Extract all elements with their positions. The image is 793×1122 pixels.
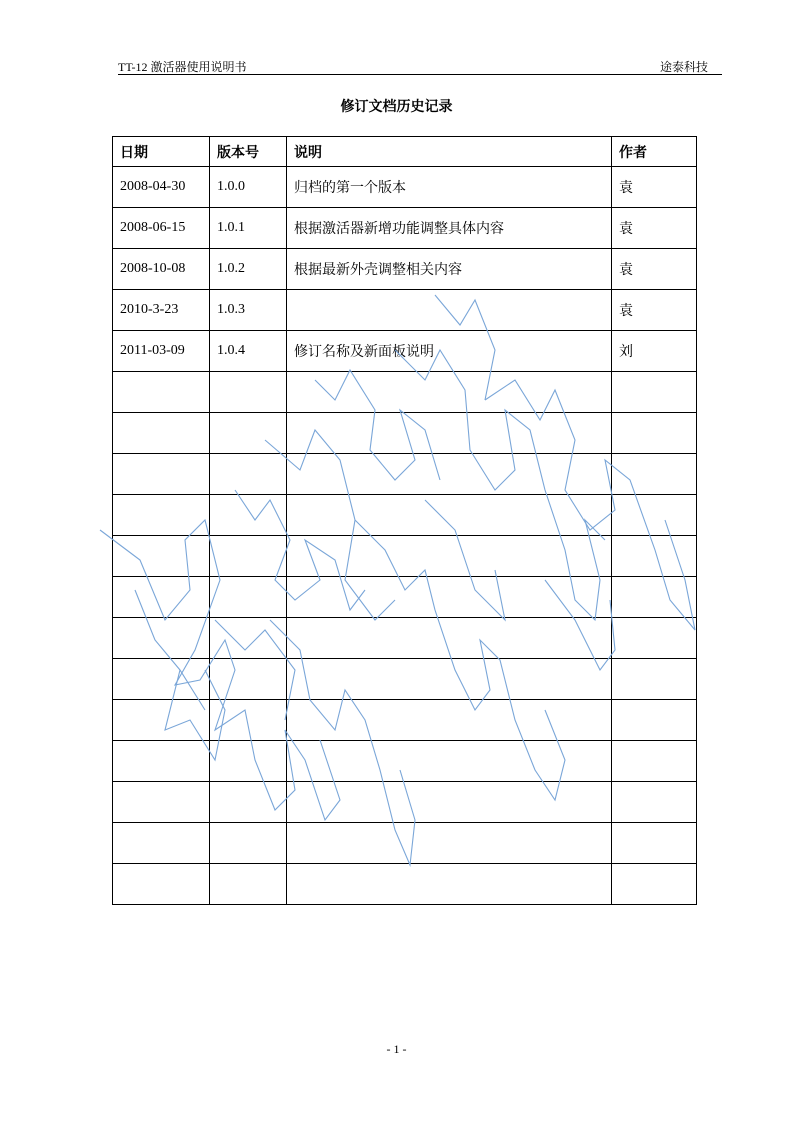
cell-version: 1.0.4: [210, 331, 287, 372]
cell-author: [612, 577, 697, 618]
cell-description: [287, 536, 612, 577]
cell-date: [113, 495, 210, 536]
cell-description: 修订名称及新面板说明: [287, 331, 612, 372]
cell-date: [113, 823, 210, 864]
cell-version: [210, 495, 287, 536]
table-row: [113, 167, 697, 208]
table-row: [113, 618, 697, 659]
cell-author: [612, 618, 697, 659]
cell-description: [287, 659, 612, 700]
cell-author: [612, 700, 697, 741]
cell-description: [287, 782, 612, 823]
cell-description: 根据激活器新增功能调整具体内容: [287, 208, 612, 249]
table-row: [113, 495, 697, 536]
cell-date: 2008-06-15: [113, 208, 210, 249]
table-row: [113, 577, 697, 618]
cell-author: [612, 495, 697, 536]
table-row: [113, 372, 697, 413]
cell-version: [210, 577, 287, 618]
cell-description: [287, 413, 612, 454]
cell-version: [210, 454, 287, 495]
cell-author: [612, 372, 697, 413]
header-company: 途泰科技: [659, 60, 708, 74]
cell-author: 袁: [612, 167, 697, 208]
cell-version: 1.0.3: [210, 290, 287, 331]
cell-description: [287, 700, 612, 741]
cell-date: [113, 454, 210, 495]
cell-date: [113, 659, 210, 700]
cell-version: [210, 536, 287, 577]
column-header-version: 版本号: [210, 137, 287, 167]
cell-description: [287, 823, 612, 864]
revision-history-table: [112, 136, 697, 905]
table-row: [113, 331, 697, 372]
cell-date: 2011-03-09: [113, 331, 210, 372]
cell-author: [612, 413, 697, 454]
cell-author: 袁: [612, 290, 697, 331]
header-doc-name: TT-12 激活器使用说明书: [118, 60, 247, 74]
cell-version: [210, 372, 287, 413]
cell-author: [612, 864, 697, 905]
cell-author: [612, 454, 697, 495]
cell-description: [287, 577, 612, 618]
cell-date: [113, 618, 210, 659]
cell-author: 刘: [612, 331, 697, 372]
cell-description: [287, 372, 612, 413]
table-row: [113, 782, 697, 823]
page-number: - 1 -: [386, 1042, 407, 1056]
table-row: [113, 208, 697, 249]
cell-version: 1.0.0: [210, 167, 287, 208]
table-header-row: [113, 137, 697, 167]
cell-version: [210, 741, 287, 782]
cell-description: [287, 618, 612, 659]
cell-date: 2010-3-23: [113, 290, 210, 331]
cell-version: [210, 413, 287, 454]
cell-version: 1.0.1: [210, 208, 287, 249]
table-row: [113, 413, 697, 454]
cell-date: [113, 782, 210, 823]
cell-description: [287, 495, 612, 536]
table-row: [113, 249, 697, 290]
cell-date: 2008-04-30: [113, 167, 210, 208]
table-row: [113, 823, 697, 864]
table-row: [113, 290, 697, 331]
table-row: [113, 864, 697, 905]
cell-version: [210, 659, 287, 700]
cell-author: [612, 823, 697, 864]
cell-date: [113, 536, 210, 577]
cell-date: 2008-10-08: [113, 249, 210, 290]
cell-author: 袁: [612, 208, 697, 249]
cell-date: [113, 577, 210, 618]
table-row: [113, 536, 697, 577]
column-header-date: 日期: [113, 137, 210, 167]
cell-description: 归档的第一个版本: [287, 167, 612, 208]
cell-version: [210, 700, 287, 741]
cell-date: [113, 864, 210, 905]
cell-description: 根据最新外壳调整相关内容: [287, 249, 612, 290]
cell-description: [287, 290, 612, 331]
table-row: [113, 454, 697, 495]
cell-description: [287, 741, 612, 782]
cell-date: [113, 372, 210, 413]
cell-version: [210, 864, 287, 905]
cell-author: [612, 741, 697, 782]
table-row: [113, 700, 697, 741]
cell-description: [287, 454, 612, 495]
cell-version: [210, 618, 287, 659]
cell-author: 袁: [612, 249, 697, 290]
table-body: [113, 167, 697, 905]
cell-date: [113, 741, 210, 782]
table-row: [113, 659, 697, 700]
page-title: 修订文档历史记录: [340, 99, 453, 115]
cell-version: [210, 823, 287, 864]
table-row: [113, 741, 697, 782]
page-header: [118, 56, 722, 75]
column-header-author: 作者: [612, 137, 697, 167]
cell-description: [287, 864, 612, 905]
cell-author: [612, 782, 697, 823]
cell-version: [210, 782, 287, 823]
cell-date: [113, 413, 210, 454]
cell-version: 1.0.2: [210, 249, 287, 290]
column-header-description: 说明: [287, 137, 612, 167]
cell-date: [113, 700, 210, 741]
cell-author: [612, 536, 697, 577]
cell-author: [612, 659, 697, 700]
